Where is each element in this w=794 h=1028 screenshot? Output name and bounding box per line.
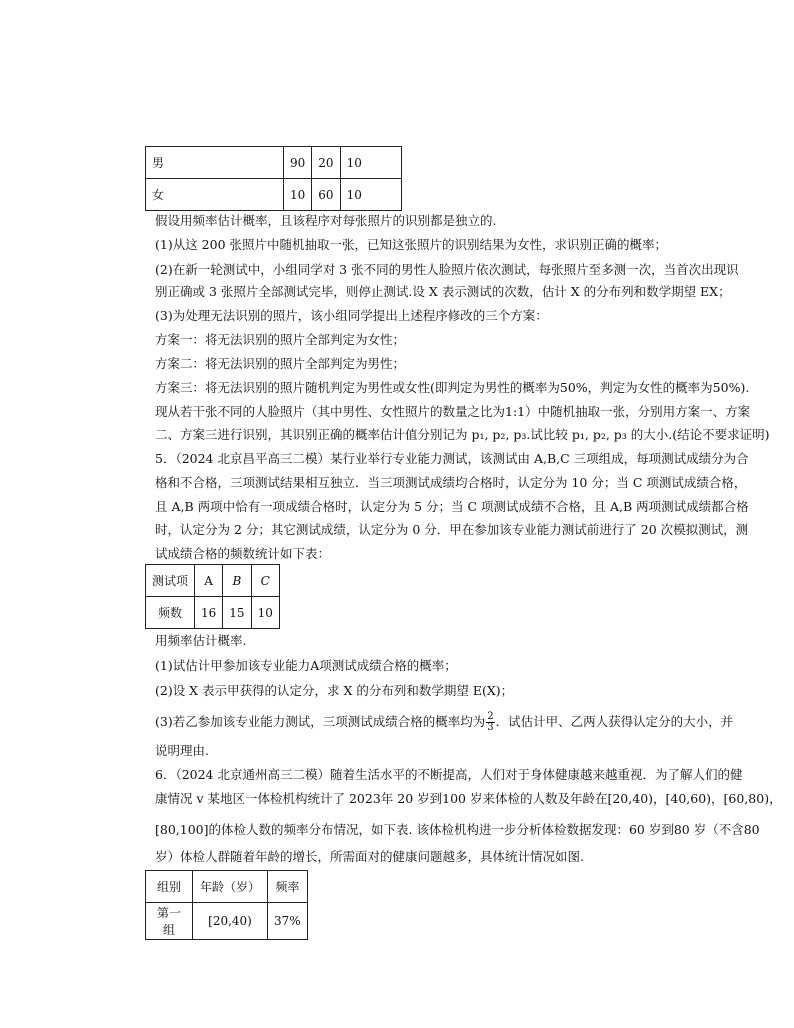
now-text-cont: 二、方案三进行识别，其识别正确的概率估计值分别记为 p₁, p₂, p₃.试比较 p₁, p₂, p₃ 的大小.(结论不要求证明) [155, 427, 770, 442]
question-5-line: 且 A,B 两项中恰有一项成绩合格时，认定分为 5 分；当 C 项测试成绩不合格，且 A,B 两项测试成绩都合格 [155, 499, 749, 514]
table-row [146, 903, 308, 940]
table-cell: C [251, 565, 279, 597]
assumption-text: 假设用频率估计概率，且该程序对每张照片的识别都是独立的. [155, 213, 497, 228]
question-5-line: 时，认定分为 2 分；其它测试成绩，认定分为 0 分．甲在参加该专业能力测试前进行了 20 次模拟测试，测 [155, 522, 749, 537]
question-5-part-3-cont: 说明理由. [155, 743, 209, 758]
question-part-2-cont: 别正确或 3 张照片全部测试完毕，则停止测试.设 X 表示测试的次数，估计 X 的分布列和数学期望 EX； [155, 284, 731, 299]
question-5-part-3 [155, 712, 733, 733]
table-cell: B [223, 565, 251, 597]
fraction-numerator: 2 [487, 711, 494, 722]
question-5-line: 试成绩合格的频数统计如下表： [155, 546, 331, 561]
question-part-3: (3)为处理无法识别的照片，该小组同学提出上述程序修改的三个方案： [155, 308, 548, 323]
recognition-table [145, 146, 402, 211]
table-cell: 10 [340, 147, 401, 179]
question-6-line: [80,100]的体检人数的频率分布情况，如下表. 该体检机构进一步分析体检数据发现：60 岁到80 岁（不含80 [155, 822, 760, 837]
table-row [146, 147, 402, 179]
table-cell: 16 [195, 597, 223, 629]
table-cell: 37% [268, 903, 308, 940]
table-cell: 年龄（岁） [193, 871, 268, 903]
table-cell: 10 [251, 597, 279, 629]
table-cell: 频数 [146, 597, 195, 629]
now-text: 现从若干张不同的人脸照片（其中男性、女性照片的数量之比为1:1）中随机抽取一张，分别用方案一、方案 [155, 404, 751, 419]
question-6-line: 康情况 v 某地区一体检机构统计了 2023年 20 岁到100 岁来体检的人数及年龄在[20,40)，[40,60)，[60,80)， [155, 791, 782, 806]
question-5-part-2: (2)设 X 表示甲获得的认定分，求 X 的分布列和数学期望 E(X)； [155, 683, 514, 698]
table-cell: 10 [284, 179, 312, 211]
question-6-line: 岁）体检人群随着年龄的增长，所需面对的健康问题越多，具体统计情况如图. [155, 849, 584, 864]
table-row [146, 565, 280, 597]
table-cell: 20 [312, 147, 340, 179]
fraction-denominator: 3 [487, 722, 494, 733]
table-cell: 15 [223, 597, 251, 629]
table-cell: 女 [146, 179, 284, 211]
question-part-1: (1)从这 200 张照片中随机抽取一张，已知这张照片的识别结果为女性，求识别正确的概率； [155, 237, 668, 252]
question-5-line: 5．（2024 北京昌平高三二模）某行业举行专业能力测试，该测试由 A,B,C 三项组成，每项测试成绩分为合 [155, 451, 749, 466]
table-row [146, 179, 402, 211]
table-cell: 60 [312, 179, 340, 211]
table-cell: 频率 [268, 871, 308, 903]
plan-2: 方案二：将无法识别的照片全部判定为男性； [155, 356, 406, 371]
fraction [486, 712, 494, 733]
table-cell: 组别 [146, 871, 193, 903]
table-cell: A [195, 565, 223, 597]
question-5-line: 格和不合格，三项测试结果相互独立．当三项测试成绩均合格时，认定分为 10 分；当 C 项测试成绩合格， [155, 475, 747, 490]
question-5-part-3-text: (3)若乙参加该专业能力测试，三项测试成绩合格的概率均为 [155, 714, 486, 729]
question-part-2: (2)在新一轮测试中，小组同学对 3 张不同的男性人脸照片依次测试，每张照片至多测一次，当首次出现识 [155, 262, 739, 277]
table-row [146, 597, 280, 629]
table-cell: 第一组 [146, 903, 193, 940]
table-row [146, 871, 308, 903]
after-table-text: 用频率估计概率. [155, 633, 247, 648]
plan-1: 方案一：将无法识别的照片全部判定为女性； [155, 332, 406, 347]
frequency-table [145, 564, 280, 629]
plan-3: 方案三：将无法识别的照片随机判定为男性或女性(即判定为男性的概率为50%，判定为女性的概率为50%). [155, 380, 750, 395]
age-frequency-table [145, 870, 308, 940]
table-cell: 男 [146, 147, 284, 179]
table-cell: 10 [340, 179, 401, 211]
table-cell: 测试项 [146, 565, 195, 597]
table-cell: 90 [284, 147, 312, 179]
question-5-part-1: (1)试估计甲参加该专业能力A项测试成绩合格的概率； [155, 658, 457, 673]
question-5-part-3-text-cont: ．试估计甲、乙两人获得认定分的大小，并 [495, 714, 734, 729]
question-6-line: 6．（2024 北京通州高三二模）随着生活水平的不断提高，人们对于身体健康越来越重视．为了解人们的健 [155, 767, 743, 782]
table-cell: [20,40) [193, 903, 268, 940]
